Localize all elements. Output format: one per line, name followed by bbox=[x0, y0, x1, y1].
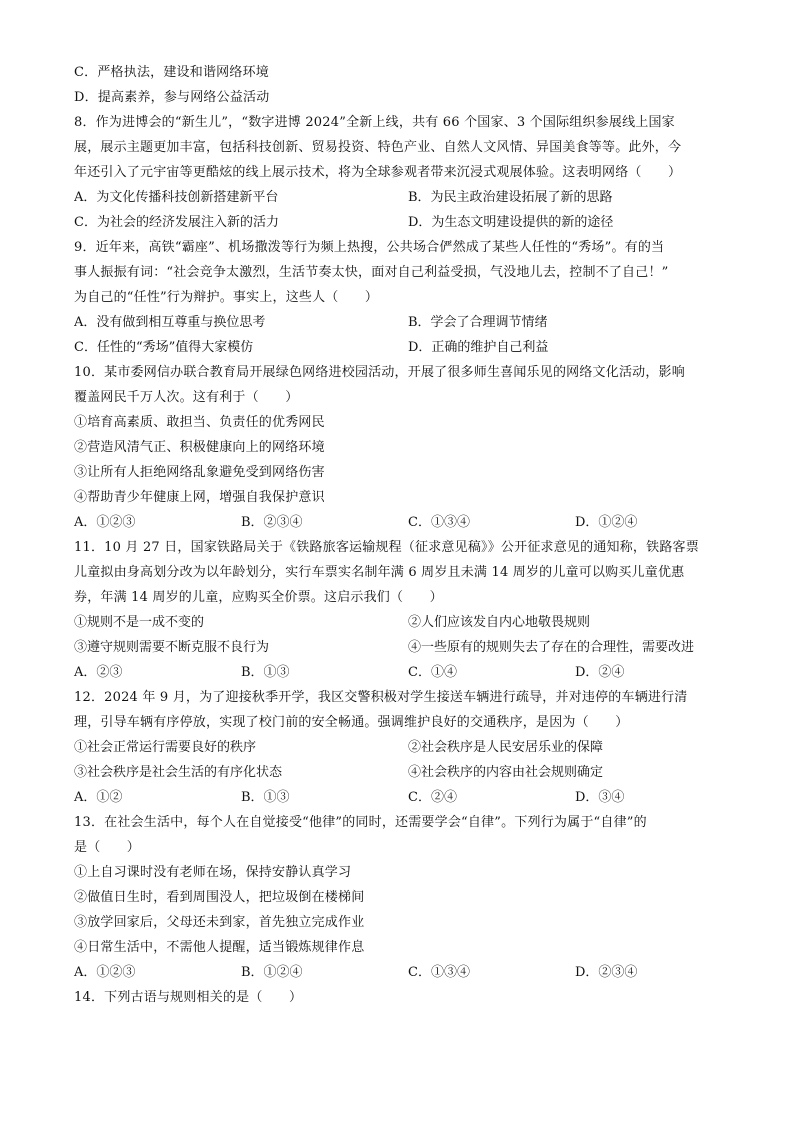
q9-stem-line-3: 为自己的“任性”行为辩护。事实上，这些人（ ） bbox=[74, 290, 379, 305]
q13-stem-line-2: 是（ ） bbox=[74, 840, 141, 855]
q12-item-2: ②社会秩序是人民安居乐业的保障 bbox=[408, 740, 604, 755]
q11-item-2: ②人们应该发自内心地敬畏规则 bbox=[408, 615, 591, 630]
q12-stem-line-2: 理，引导车辆有序停放，实现了校门前的安全畅通。强调维护良好的交通秩序，是因为（ ） bbox=[74, 715, 629, 730]
q9-option-c: C．任性的“秀场”值得大家模仿 bbox=[74, 340, 254, 355]
q13-choice-b: B．①②④ bbox=[241, 965, 303, 980]
q10-stem-line-1: 10．某市委网信办联合教育局开展绿色网络进校园活动，开展了很多师生喜闻乐见的网络文化活动，影响 bbox=[74, 365, 685, 380]
q9-option-a: A．没有做到相互尊重与换位思考 bbox=[74, 315, 266, 330]
q13-choice-a: A．①②③ bbox=[74, 965, 136, 980]
q10-item-4: ④帮助青少年健康上网，增强自我保护意识 bbox=[74, 490, 325, 505]
q9-stem-line-1: 9．近年来，高铁“霸座”、机场撒泼等行为频上热搜，公共场合俨然成了某些人任性的“秀场”。有的当 bbox=[74, 240, 665, 255]
q11-stem-line-1: 11．10 月 27 日，国家铁路局关于《铁路旅客运输规程（征求意见稿》》公开征求意见的通知称，铁路客票 bbox=[74, 540, 699, 555]
q9-option-d: D．正确的维护自己利益 bbox=[408, 340, 549, 355]
q12-stem-line-1: 12．2024 年 9 月，为了迎接秋季开学，我区交警积极对学生接送车辆进行疏导，并对违停的车辆进行清 bbox=[74, 690, 688, 705]
q12-item-1: ①社会正常运行需要良好的秩序 bbox=[74, 740, 257, 755]
q11-choice-d: D．②④ bbox=[575, 665, 625, 680]
q11-item-1: ①规则不是一成不变的 bbox=[74, 615, 205, 630]
q10-choice-b: B．②③④ bbox=[241, 515, 303, 530]
q12-item-4: ④社会秩序的内容由社会规则确定 bbox=[408, 765, 604, 780]
q10-choice-a: A．①②③ bbox=[74, 515, 136, 530]
q11-choice-b: B．①③ bbox=[241, 665, 290, 680]
q12-choice-a: A．①② bbox=[74, 790, 123, 805]
q10-item-1: ①培育高素质、敢担当、负责任的优秀网民 bbox=[74, 415, 325, 430]
q12-choice-b: B．①③ bbox=[241, 790, 290, 805]
q11-item-4: ④一些原有的规则失去了存在的合理性，需要改进 bbox=[408, 640, 695, 655]
q8-option-a: A．为文化传播科技创新搭建新平台 bbox=[74, 190, 279, 205]
q7-option-c: C．严格执法，建设和谐网络环境 bbox=[74, 65, 269, 80]
q11-stem-line-2: 儿童拟由身高划分改为以年龄划分，实行车票实名制年满 6 周岁且未满 14 周岁的儿童可以购买儿童优惠 bbox=[74, 565, 685, 580]
q11-choice-c: C．①④ bbox=[408, 665, 457, 680]
q13-item-4: ④日常生活中，不需他人提醒，适当锻炼规律作息 bbox=[74, 940, 365, 955]
q7-option-d: D．提高素养，参与网络公益活动 bbox=[74, 90, 270, 105]
q8-stem-line-1: 8．作为进博会的“新生儿”，“数字进博 2024”全新上线，共有 66 个国家、3 个国际组织参展线上国家 bbox=[74, 115, 675, 130]
q13-choice-c: C．①③④ bbox=[408, 965, 470, 980]
q13-item-1: ①上自习课时没有老师在场，保持安静认真学习 bbox=[74, 865, 352, 880]
q12-choice-d: D．③④ bbox=[575, 790, 625, 805]
q13-choice-d: D．②③④ bbox=[575, 965, 638, 980]
q10-stem-line-2: 覆盖网民千万人次。这有利于（ ） bbox=[74, 390, 299, 405]
q10-choice-d: D．①②④ bbox=[575, 515, 638, 530]
q11-choice-a: A．②③ bbox=[74, 665, 123, 680]
q13-item-3: ③放学回家后，父母还未到家，首先独立完成作业 bbox=[74, 915, 365, 930]
q8-option-b: B．为民主政治建设拓展了新的思路 bbox=[408, 190, 613, 205]
q13-item-2: ②做值日生时，看到周围没人，把垃圾倒在楼梯间 bbox=[74, 890, 365, 905]
q9-stem-line-2: 事人振振有词：“社会竞争太激烈，生活节奏太快，面对自己利益受损，气没地儿去，控制不了自己！” bbox=[74, 265, 669, 280]
q10-choice-c: C．①③④ bbox=[408, 515, 470, 530]
q9-option-b: B．学会了合理调节情绪 bbox=[408, 315, 548, 330]
q8-option-d: D．为生态文明建设提供的新的途径 bbox=[408, 215, 614, 230]
q10-item-3: ③让所有人拒绝网络乱象避免受到网络伤害 bbox=[74, 465, 325, 480]
q13-stem-line-1: 13．在社会生活中，每个人在自觉接受“他律”的同时，还需要学会“自律”。下列行为属于“自律”的 bbox=[74, 815, 647, 830]
q14-stem-line-1: 14．下列古语与规则相关的是（ ） bbox=[74, 990, 303, 1005]
q10-item-2: ②营造风清气正、积极健康向上的网络环境 bbox=[74, 440, 325, 455]
q8-stem-line-3: 年还引入了元宇宙等更酷炫的线上展示技术，将为全球参观者带来沉浸式观展体验。这表明网络（ ） bbox=[74, 165, 682, 180]
q11-item-3: ③遵守规则需要不断克服不良行为 bbox=[74, 640, 270, 655]
q11-stem-line-3: 券，年满 14 周岁的儿童，应购买全价票。这启示我们（ ） bbox=[74, 590, 443, 605]
q12-item-3: ③社会秩序是社会生活的有序化状态 bbox=[74, 765, 283, 780]
q12-choice-c: C．②④ bbox=[408, 790, 457, 805]
q8-option-c: C．为社会的经济发展注入新的活力 bbox=[74, 215, 279, 230]
q8-stem-line-2: 展，展示主题更加丰富，包括科技创新、贸易投资、特色产业、自然人文风情、异国美食等等。此外，今 bbox=[74, 140, 682, 155]
